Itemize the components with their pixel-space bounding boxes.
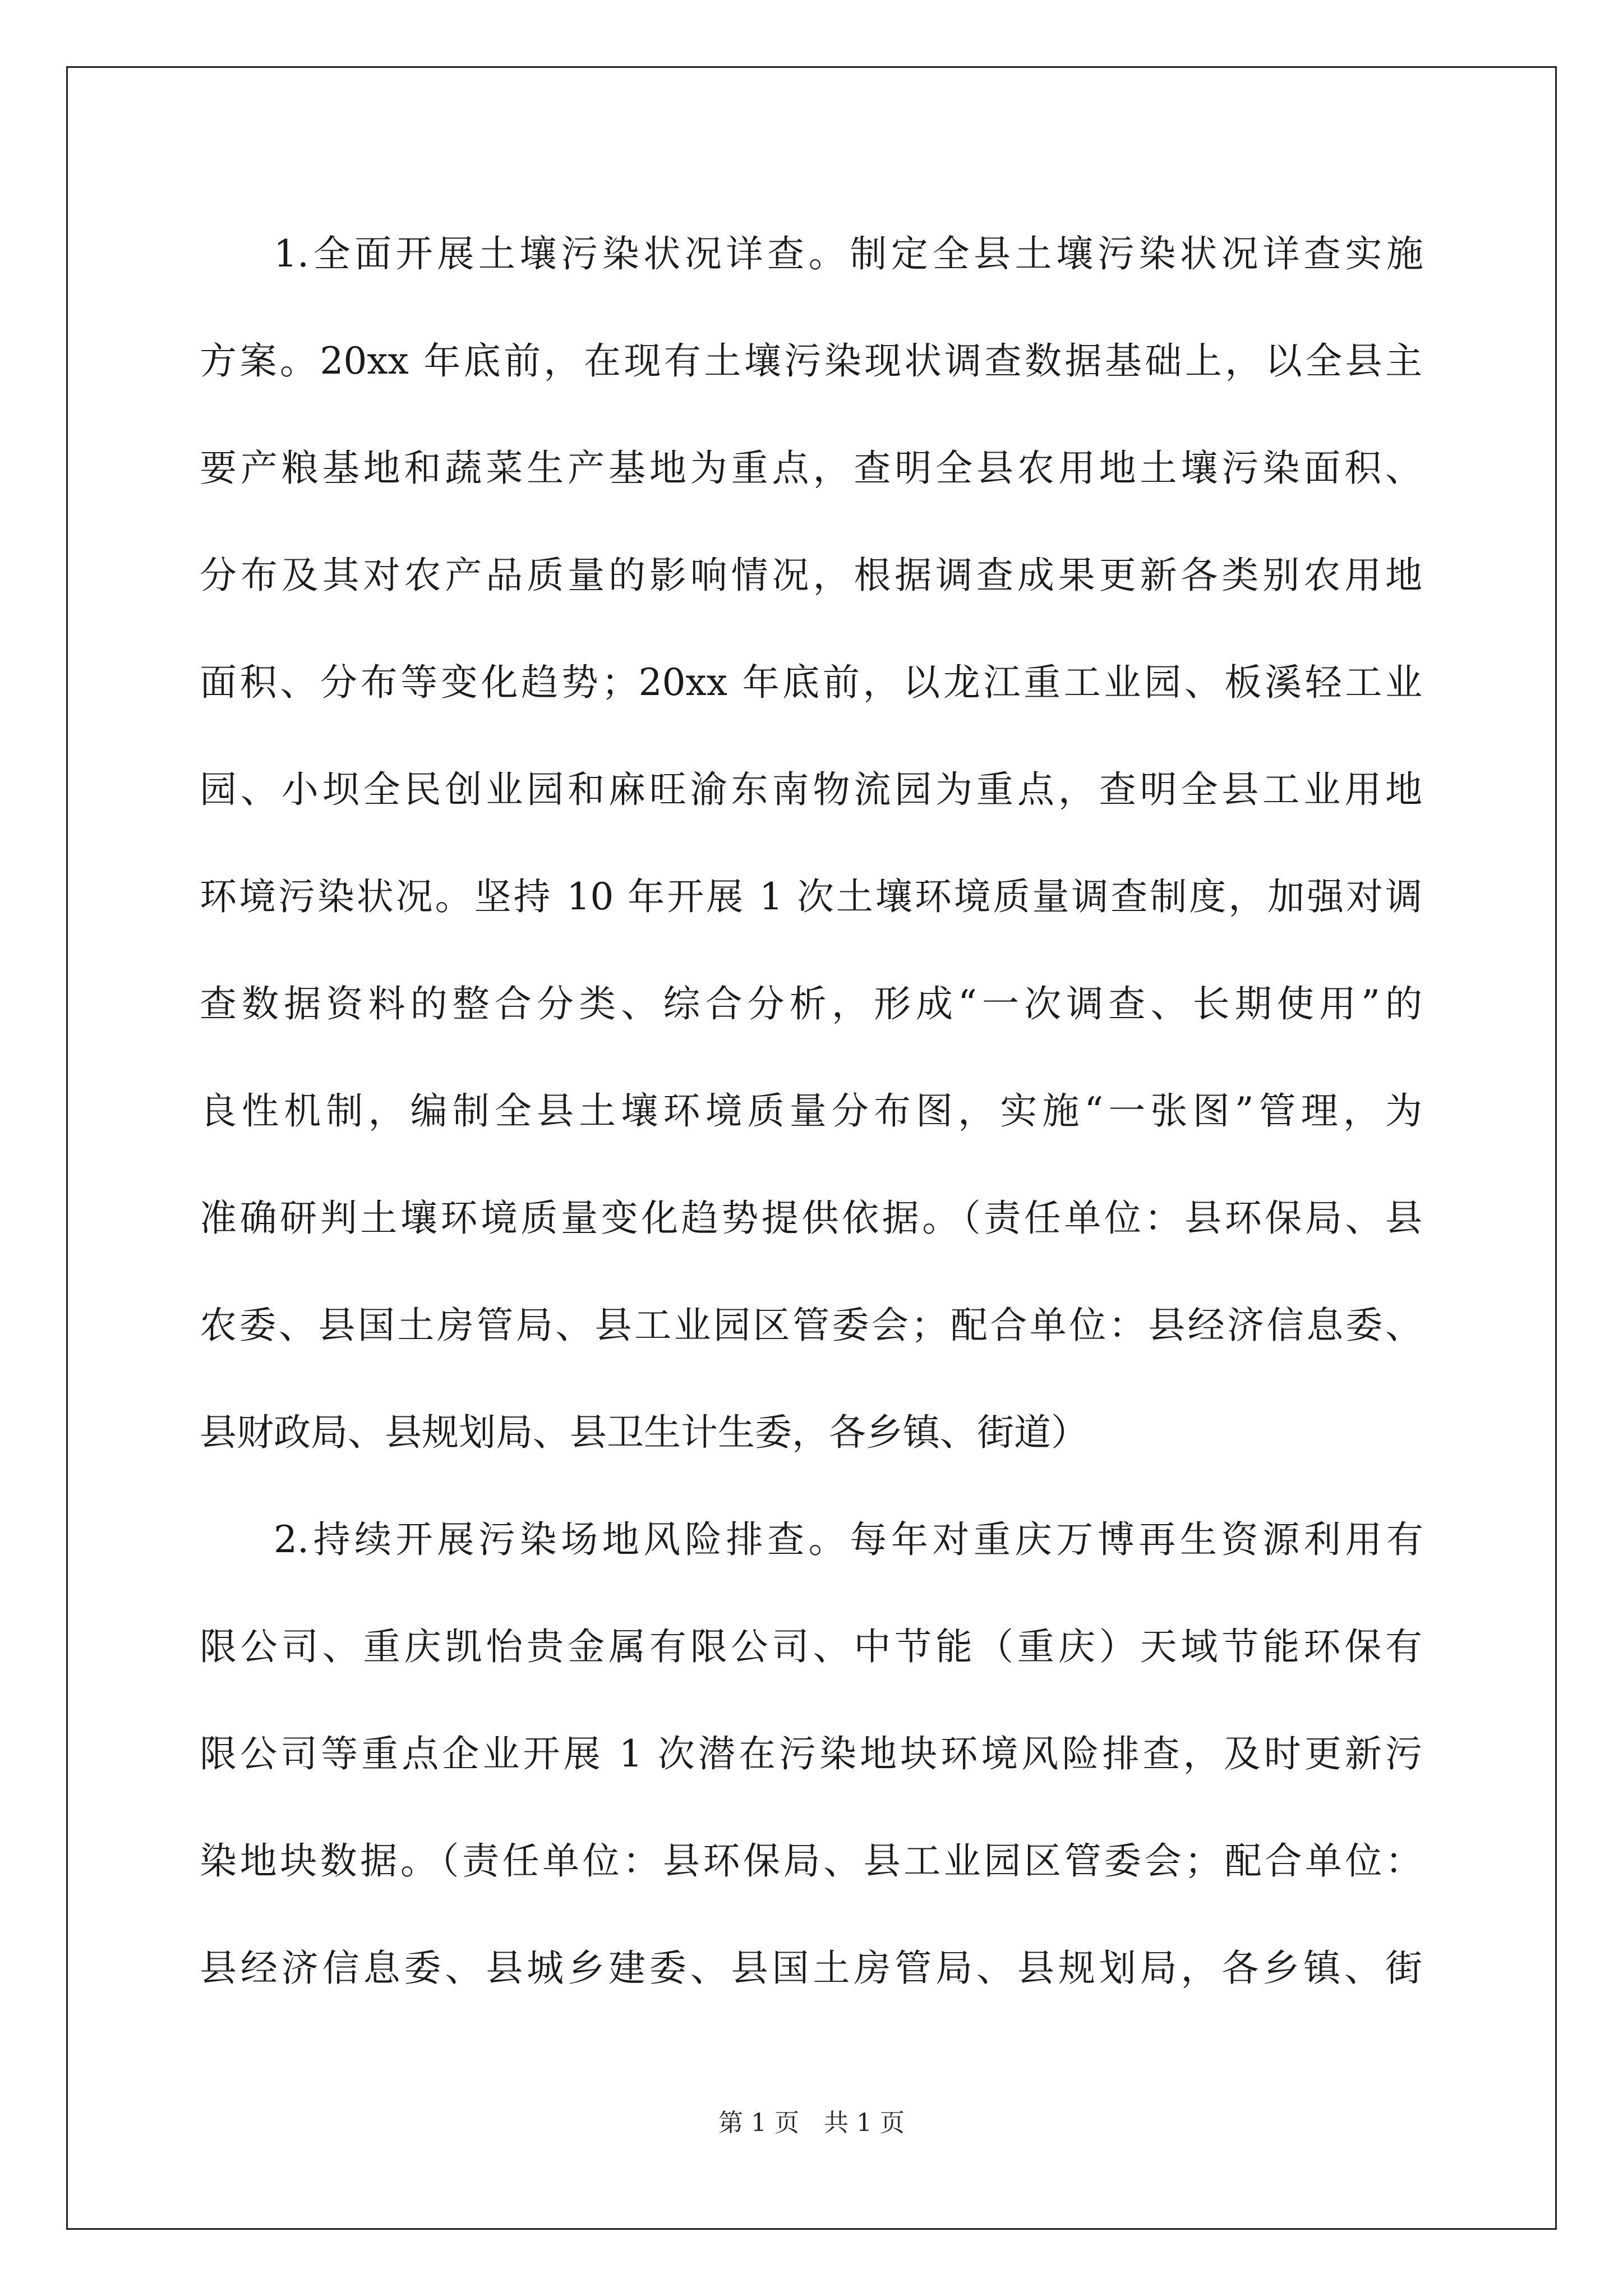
text-line: 2.持续开展污染场地风险排查。每年对重庆万博再生资源利用有	[274, 1518, 1423, 1561]
text-line: 方案。20xx 年底前，在现有土壤污染现状调查数据基础上，以全县主	[200, 339, 1422, 383]
text-line: 准确研判土壤环境质量变化趋势提供依据。（责任单位：县环保局、县	[200, 1197, 1422, 1240]
text-line: 园、小坝全民创业园和麻旺渝东南物流园为重点，查明全县工业用地	[200, 768, 1422, 811]
text-line: 县财政局、县规划局、县卫生计生委，各乡镇、街道）	[200, 1411, 1088, 1454]
text-line: 限公司等重点企业开展 1 次潜在污染地块环境风险排查，及时更新污	[200, 1732, 1422, 1775]
text-line: 1.全面开展土壤污染状况详查。制定全县土壤污染状况详查实施	[274, 232, 1423, 275]
page-number-footer: 第 1 页 共 1 页	[718, 2109, 905, 2137]
text-line: 良性机制，编制全县土壤环境质量分布图，实施“一张图”管理，为	[200, 1089, 1422, 1133]
text-line: 面积、分布等变化趋势；20xx 年底前，以龙江重工业园、板溪轻工业	[200, 661, 1422, 704]
text-line: 要产粮基地和蔬菜生产基地为重点，查明全县农用地土壤污染面积、	[200, 447, 1422, 490]
text-line: 农委、县国土房管局、县工业园区管委会；配合单位：县经济信息委、	[200, 1304, 1422, 1347]
text-line: 县经济信息委、县城乡建委、县国土房管局、县规划局，各乡镇、街	[200, 1947, 1422, 1990]
text-line: 限公司、重庆凯怡贵金属有限公司、中节能（重庆）天域节能环保有	[200, 1625, 1422, 1668]
text-line: 查数据资料的整合分类、综合分析，形成“一次调查、长期使用”的	[200, 982, 1422, 1025]
text-line: 环境污染状况。坚持 10 年开展 1 次土壤环境质量调查制度，加强对调	[200, 875, 1422, 918]
text-line: 分布及其对农产品质量的影响情况，根据调查成果更新各类别农用地	[200, 554, 1422, 597]
text-line: 染地块数据。（责任单位：县环保局、县工业园区管委会；配合单位：	[200, 1839, 1422, 1883]
